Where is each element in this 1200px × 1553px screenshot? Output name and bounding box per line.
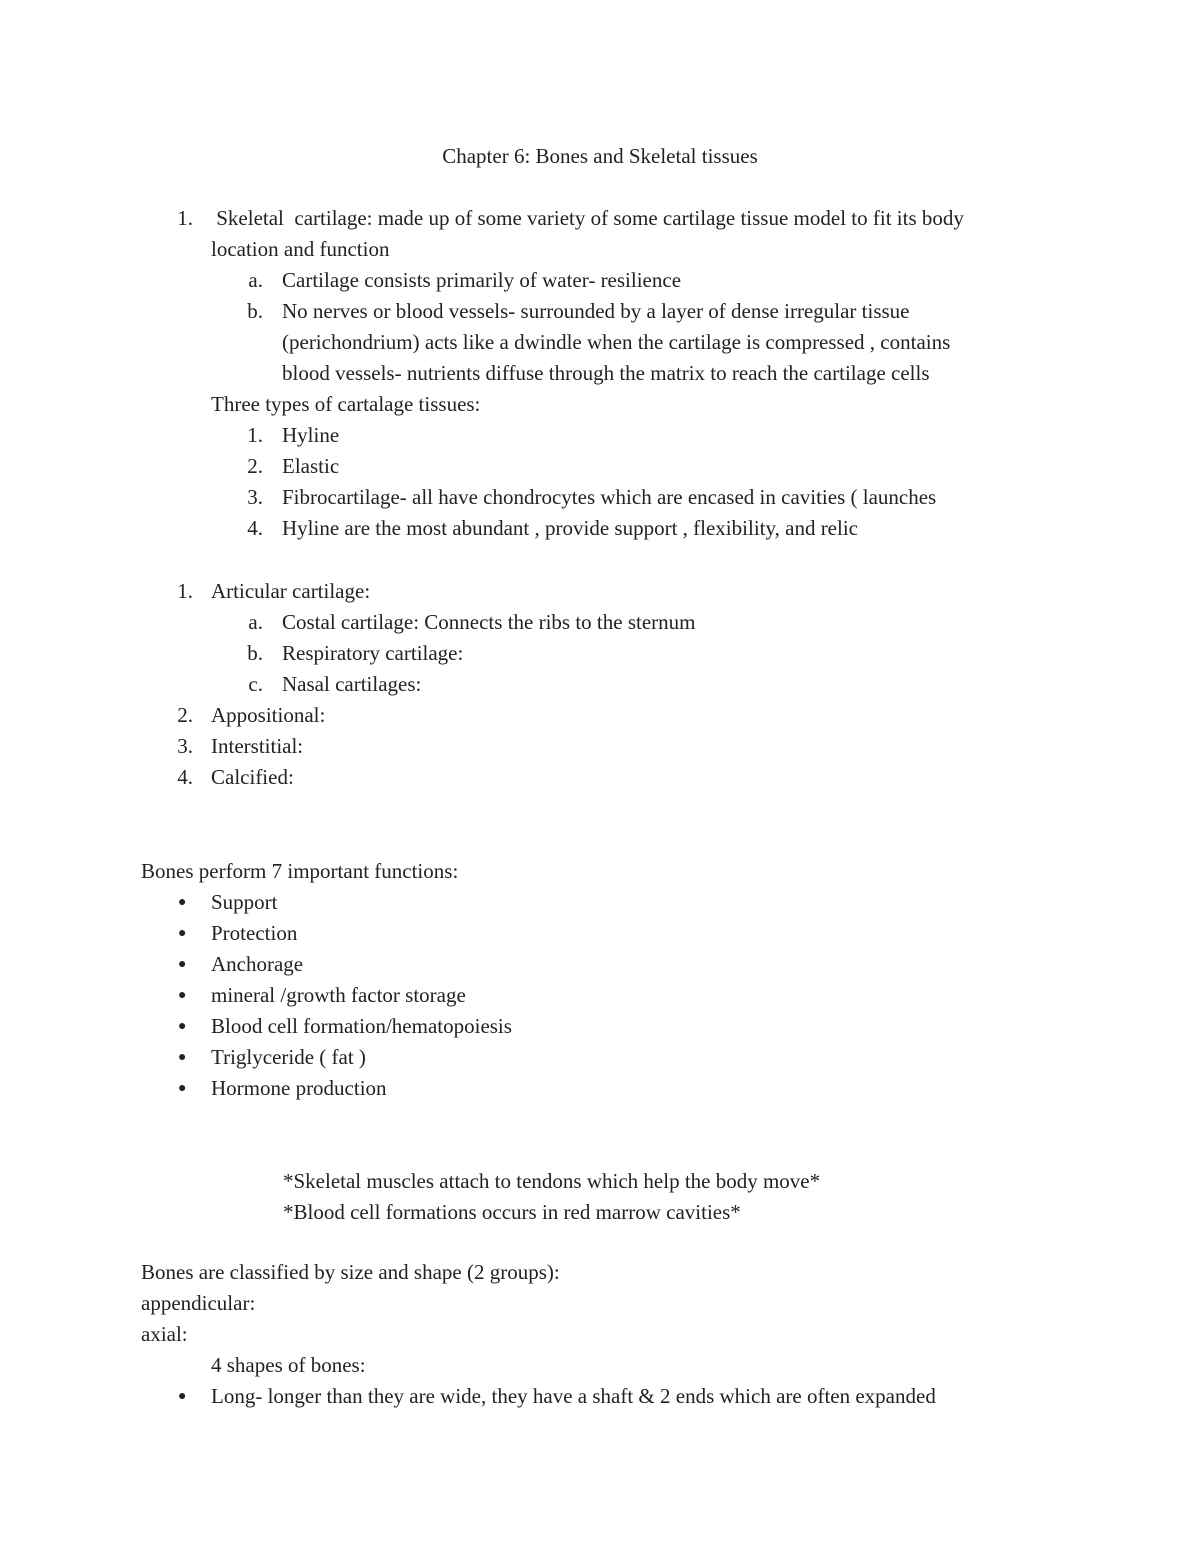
bullet-item: Anchorage xyxy=(211,952,304,976)
sublist-text: Cartilage consists primarily of water- resilience xyxy=(282,268,682,292)
list-number: 1. xyxy=(177,579,193,603)
list-item-text: Fibrocartilage- all have chondrocytes which are encased in cavities ( launches xyxy=(282,485,937,509)
list-number: 3. xyxy=(177,734,193,758)
subheading: 4 shapes of bones: xyxy=(211,1353,366,1377)
list-number: 3. xyxy=(247,485,263,509)
page-title: Chapter 6: Bones and Skeletal tissues xyxy=(442,144,758,168)
list-number: 4. xyxy=(247,516,263,540)
section-heading: Three types of cartalage tissues: xyxy=(211,392,481,416)
sublist-label: a. xyxy=(248,610,263,634)
list-number: 1. xyxy=(177,206,193,230)
group-label: axial: xyxy=(141,1322,188,1346)
bullet-icon: ● xyxy=(178,1389,187,1404)
section-heading: Bones perform 7 important functions: xyxy=(141,859,459,883)
list-item-text: location and function xyxy=(211,237,390,261)
sublist-text: blood vessels- nutrients diffuse through the matrix to reach the cartilage cells xyxy=(282,361,930,385)
sublist-label: b. xyxy=(247,299,263,323)
list-item-text: Interstitial: xyxy=(211,734,304,758)
note-text: *Blood cell formations occurs in red marrow cavities* xyxy=(283,1200,741,1224)
group-label: appendicular: xyxy=(141,1291,256,1315)
bullet-icon: ● xyxy=(178,926,187,941)
list-number: 4. xyxy=(177,765,193,789)
sublist-text: Respiratory cartilage: xyxy=(282,641,464,665)
bullet-icon: ● xyxy=(178,895,187,910)
sublist-text: No nerves or blood vessels- surrounded by a layer of dense irregular tissue xyxy=(282,299,910,323)
sublist-label: a. xyxy=(248,268,263,292)
sublist-text: Costal cartilage: Connects the ribs to the sternum xyxy=(282,610,696,634)
sublist-text: Nasal cartilages: xyxy=(282,672,422,696)
sublist-label: b. xyxy=(247,641,263,665)
list-number: 1. xyxy=(247,423,263,447)
bullet-item: Long- longer than they are wide, they have a shaft & 2 ends which are often expanded xyxy=(211,1384,936,1408)
section-heading: Bones are classified by size and shape (2 groups): xyxy=(141,1260,560,1284)
sublist-label: c. xyxy=(248,672,263,696)
bullet-item: Blood cell formation/hematopoiesis xyxy=(211,1014,512,1038)
list-item-text: Hyline are the most abundant , provide support , flexibility, and relic xyxy=(282,516,858,540)
list-item-text: Articular cartilage: xyxy=(211,579,371,603)
bullet-icon: ● xyxy=(178,1081,187,1096)
list-item-text: Calcified: xyxy=(211,765,294,789)
bullet-item: mineral /growth factor storage xyxy=(211,983,466,1007)
list-item-text: Appositional: xyxy=(211,703,326,727)
bullet-item: Triglyceride ( fat ) xyxy=(211,1045,366,1069)
bullet-item: Support xyxy=(211,890,278,914)
bullet-icon: ● xyxy=(178,957,187,972)
bullet-icon: ● xyxy=(178,1050,187,1065)
sublist-text: (perichondrium) acts like a dwindle when the cartilage is compressed , contains xyxy=(282,330,951,354)
list-item-text: Elastic xyxy=(282,454,340,478)
list-item-text: Hyline xyxy=(282,423,340,447)
bullet-icon: ● xyxy=(178,988,187,1003)
note-text: *Skeletal muscles attach to tendons which help the body move* xyxy=(283,1169,821,1193)
list-item-text: Skeletal cartilage: made up of some variety of some cartilage tissue model to fit its body xyxy=(211,206,964,230)
bullet-icon: ● xyxy=(178,1019,187,1034)
bullet-item: Hormone production xyxy=(211,1076,387,1100)
list-number: 2. xyxy=(177,703,193,727)
list-number: 2. xyxy=(247,454,263,478)
bullet-item: Protection xyxy=(211,921,298,945)
